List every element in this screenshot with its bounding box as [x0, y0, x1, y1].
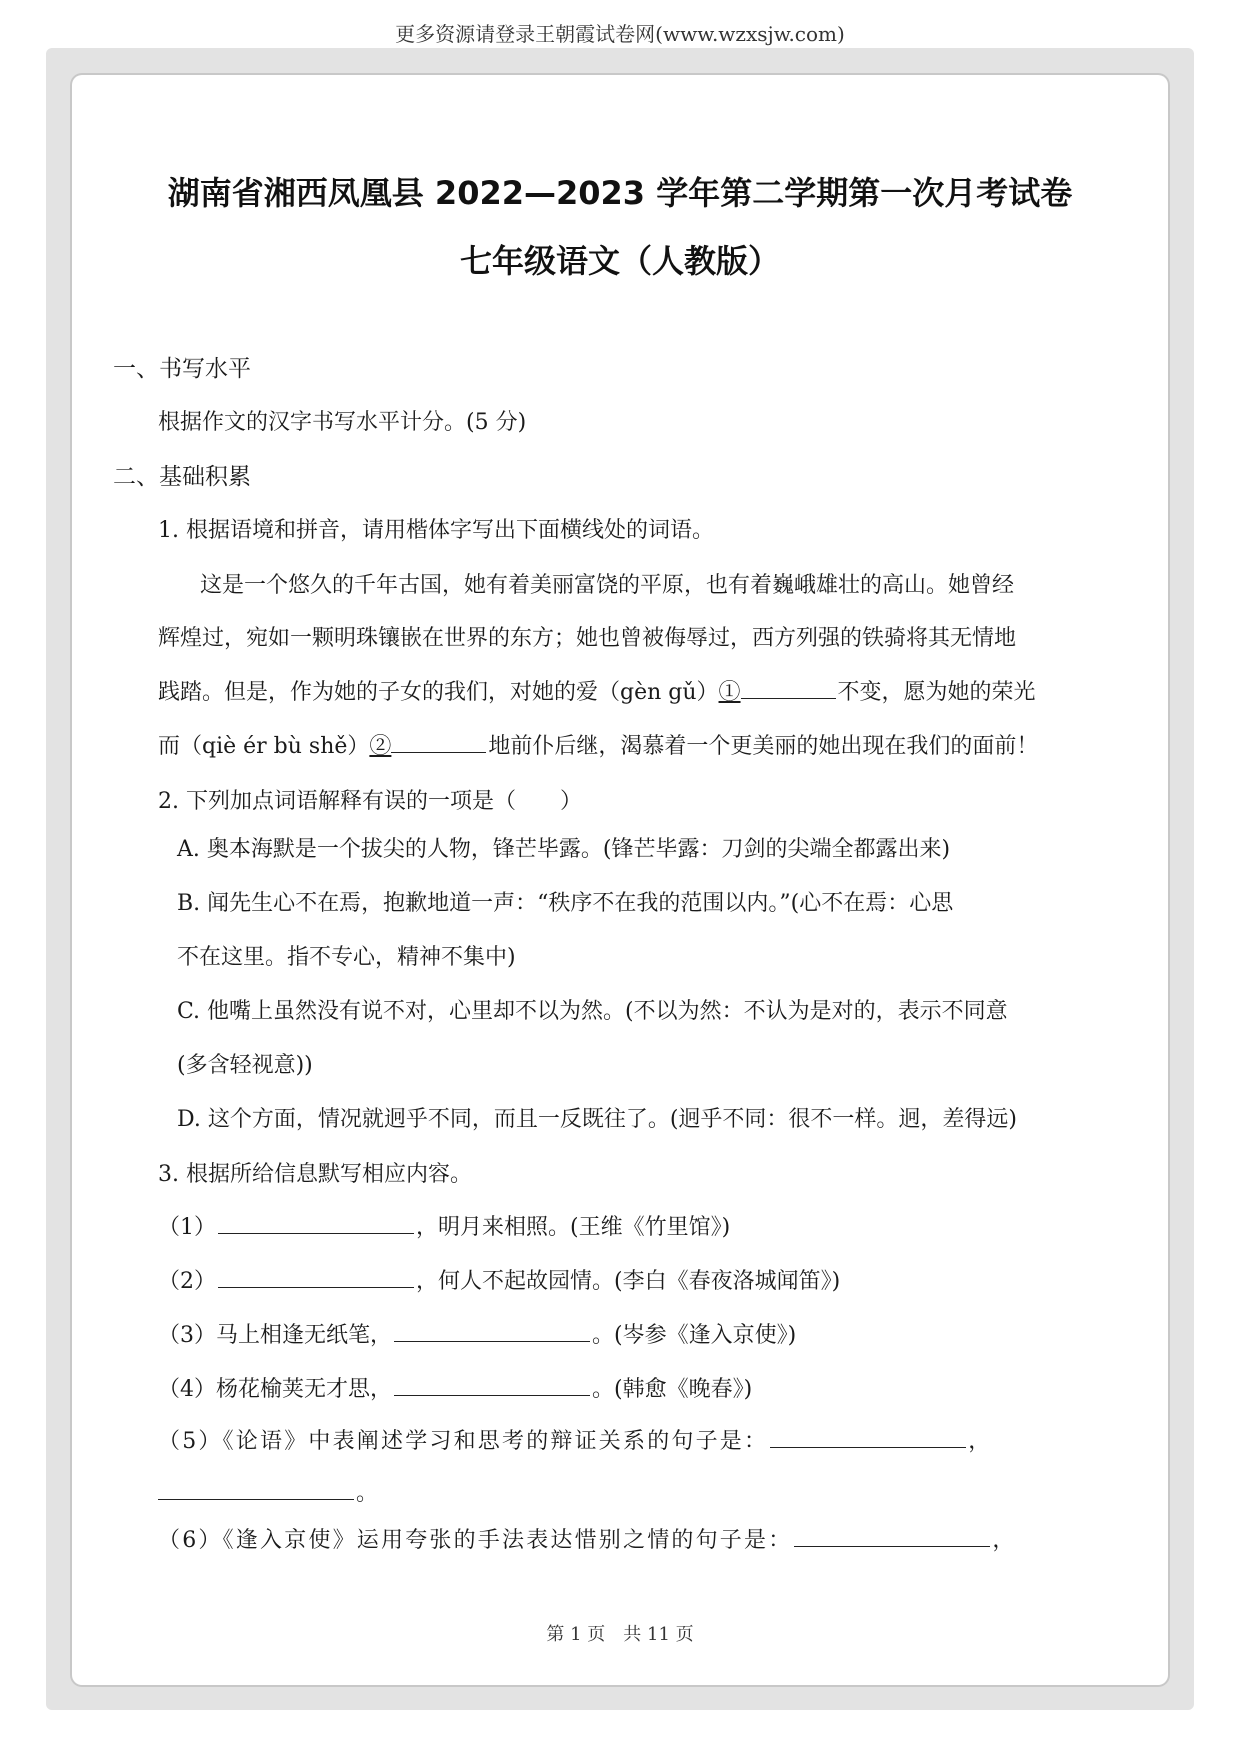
q3-item-label: （2） [158, 1269, 216, 1294]
q3-item-2 [158, 1264, 840, 1295]
exam-title: 湖南省湘西凤凰县 2022—2023 学年第二学期第一次月考试卷 [167, 174, 1073, 212]
q3-item-text: （3）马上相逢无纸笔， [158, 1323, 392, 1348]
answer-blank[interactable] [218, 1211, 414, 1234]
q3-item-text: （6）《逢入京使》运用夸张的手法表达惜别之情的句子是： [158, 1528, 793, 1553]
q2-option-b-line-2: 不在这里。指不专心，精神不集中) [177, 945, 516, 970]
q3-item-1 [158, 1210, 730, 1241]
q3-item-5-cont [158, 1476, 378, 1507]
q3-item-text: ，明月来相照。(王维《竹里馆》) [416, 1215, 731, 1240]
q3-item-6 [158, 1523, 1017, 1554]
q2-option-d: D. 这个方面，情况就迥乎不同，而且一反既往了。(迥乎不同：很不一样。迥，差得远) [177, 1107, 1018, 1132]
answer-blank-2[interactable] [391, 730, 486, 753]
q3-item-text: ， [968, 1429, 993, 1454]
q1-passage-text: 而（qiè ér bù shě） [158, 734, 370, 759]
q3-item-text: （4）杨花榆荚无才思， [158, 1377, 392, 1402]
section-1-text: 根据作文的汉字书写水平计分。(5 分) [158, 410, 527, 435]
exam-subtitle: 七年级语文（人教版） [459, 242, 780, 280]
blank-marker-1: ① [718, 680, 741, 705]
q1-passage-text: 不变，愿为她的荣光 [837, 680, 1036, 705]
q1-passage-line-3 [158, 675, 1036, 706]
answer-blank[interactable] [158, 1477, 354, 1500]
answer-blank[interactable] [394, 1373, 590, 1396]
watermark-text: 更多资源请登录王朝霞试卷网(www.wzxsjw.com) [395, 22, 845, 46]
q3-item-3 [158, 1318, 796, 1349]
q1-passage-line-1: 这是一个悠久的千年古国，她有着美丽富饶的平原，也有着巍峨雄壮的高山。她曾经 [200, 573, 1015, 598]
q3-item-text: 。(韩愈《晚春》) [592, 1377, 753, 1402]
q2-option-c-line-1: C. 他嘴上虽然没有说不对，心里却不以为然。(不以为然：不认为是对的，表示不同意 [177, 999, 1008, 1024]
q3-item-4 [158, 1372, 752, 1403]
q1-passage-line-2: 辉煌过，宛如一颗明珠镶嵌在世界的东方；她也曾被侮辱过，西方列强的铁骑将其无情地 [158, 626, 1017, 651]
answer-blank[interactable] [218, 1265, 414, 1288]
q2-stem: 2. 下列加点词语解释有误的一项是（ ） [158, 789, 582, 814]
answer-blank[interactable] [394, 1319, 590, 1342]
answer-blank[interactable] [770, 1425, 966, 1448]
q3-item-text: （5）《论语》中表阐述学习和思考的辩证关系的句子是： [158, 1429, 769, 1454]
q3-item-text: 。 [356, 1481, 379, 1506]
q1-passage-text: 践踏。但是，作为她的子女的我们，对她的爱（gèn gǔ） [158, 680, 719, 705]
q3-item-label: （1） [158, 1215, 216, 1240]
q3-item-5 [158, 1424, 992, 1455]
section-1-heading: 一、书写水平 [113, 356, 251, 382]
q1-passage-line-4 [158, 729, 1038, 760]
q1-passage-text: 地前仆后继，渴慕着一个更美丽的她出现在我们的面前！ [488, 734, 1039, 759]
q1-stem: 1. 根据语境和拼音，请用楷体字写出下面横线处的词语。 [158, 518, 714, 543]
q2-option-c-line-2: (多含轻视意)) [177, 1053, 313, 1078]
q3-item-text: 。(岑参《逢入京使》) [592, 1323, 797, 1348]
page-footer: 第 1 页 共 11 页 [546, 1624, 694, 1645]
answer-blank-1[interactable] [741, 676, 836, 699]
q3-stem: 3. 根据所给信息默写相应内容。 [158, 1162, 472, 1187]
section-2-heading: 二、基础积累 [113, 464, 251, 490]
q2-option-b-line-1: B. 闻先生心不在焉，抱歉地道一声：“秩序不在我的范围以内。”(心不在焉：心思 [177, 891, 954, 916]
answer-blank[interactable] [794, 1524, 990, 1547]
q3-item-text: ，何人不起故园情。(李白《春夜洛城闻笛》) [416, 1269, 841, 1294]
q2-option-a: A. 奥本海默是一个拔尖的人物，锋芒毕露。(锋芒毕露：刀剑的尖端全都露出来) [177, 837, 951, 862]
blank-marker-2: ② [369, 734, 392, 759]
q3-item-text: ， [992, 1528, 1017, 1553]
